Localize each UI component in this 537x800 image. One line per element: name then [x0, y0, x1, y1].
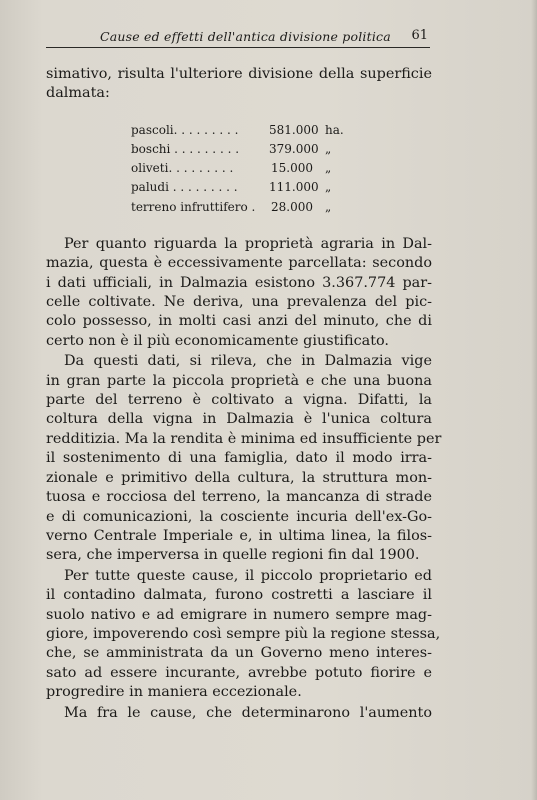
text-line: zionale e primitivo della cultura, la struttura mon- [46, 469, 432, 486]
land-type-label: paludi . . . . . . . . . [131, 180, 238, 195]
text-line: sera, che imperversa in quelle regioni fin dal 1900. [46, 547, 420, 564]
page-header [46, 27, 430, 48]
area-value: 15.000 [271, 161, 313, 176]
text-line: progredire in maniera eccezionale. [46, 684, 302, 701]
area-value: 28.000 [271, 199, 313, 214]
land-type-label: pascoli. . . . . . . . . [131, 122, 239, 137]
area-unit: „ [325, 199, 332, 214]
table-row [131, 178, 351, 197]
text-line: suolo nativo e ad emigrare in numero sempre mag- [46, 606, 432, 623]
text-line: il contadino dalmata, furono costretti a lasciare il [46, 587, 432, 604]
text-line: Per quanto riguarda la proprietà agraria in Dal- [64, 235, 432, 252]
page-number: 61 [411, 28, 428, 43]
text-line: i dati ufficiali, in Dalmazia esistono 3.367.774 par- [46, 274, 432, 291]
paragraph-causes [46, 704, 432, 723]
area-unit: „ [325, 180, 332, 195]
text-line: verno Centrale Imperiale e, in ultima linea, la filos- [46, 527, 432, 544]
paragraph-property [46, 235, 432, 351]
text-line: Da questi dati, si rileva, che in Dalmazia vige [64, 353, 432, 370]
table-row [131, 121, 351, 140]
area-value: 111.000 [269, 180, 319, 195]
text-line: celle coltivate. Ne deriva, una prevalenza del pic- [46, 294, 432, 311]
area-unit: „ [325, 161, 332, 176]
table-row [131, 159, 351, 178]
scan-edge-shadow [531, 0, 537, 800]
text-line: giore, impoverendo così sempre più la regione stessa, [46, 625, 441, 642]
text-line: coltura della vigna in Dalmazia è l'unica coltura [46, 411, 432, 428]
text-line: certo non è il più economicamente giustificato. [46, 332, 390, 349]
paragraph-vineyards [46, 352, 442, 565]
text-line: sato ad essere incurante, avrebbe potuto fiorire e [46, 664, 432, 681]
text-line: Ma fra le cause, che determinarono l'aumento [64, 704, 432, 721]
table-row [131, 140, 351, 159]
land-type-label: terreno infruttifero . [131, 199, 256, 214]
table-row [131, 198, 351, 217]
land-use-table [131, 121, 351, 217]
text-line: parte del terreno è coltivato a vigna. Difatti, la [46, 392, 432, 409]
text-line: Per tutte queste cause, il piccolo proprietario ed [64, 567, 432, 584]
text-line: dalmata: [46, 85, 110, 102]
text-line: colo possesso, in molti casi anzi del minuto, che di [46, 313, 432, 330]
running-title: Cause ed effetti dell'antica divisione politica [100, 29, 391, 44]
text-line: il sostenimento di una famiglia, dato il modo irra- [46, 450, 432, 467]
paragraph-emigration [46, 567, 441, 703]
area-value: 379.000 [269, 142, 319, 157]
land-type-label: boschi . . . . . . . . . [131, 142, 240, 157]
text-line: tuosa e rocciosa del terreno, la mancanza di strade [46, 489, 432, 506]
text-line: mazia, questa è eccessivamente parcellata: secondo [46, 255, 432, 272]
intro-paragraph [46, 65, 432, 104]
area-unit: ha. [325, 122, 344, 137]
text-line: in gran parte la piccola proprietà e che una buona [46, 372, 432, 389]
text-line: che, se amministrata da un Governo meno interes- [46, 645, 432, 662]
text-line: redditizia. Ma la rendita è minima ed insufficiente per [46, 430, 442, 447]
text-line: simativo, risulta l'ulteriore divisione della superficie [46, 66, 432, 82]
land-type-label: oliveti. . . . . . . . . [131, 161, 234, 176]
area-unit: „ [325, 142, 332, 157]
text-line: e di comunicazioni, la cosciente incuria dell'ex-Go- [46, 508, 432, 525]
body-text [46, 65, 442, 723]
area-value: 581.000 [269, 122, 319, 137]
